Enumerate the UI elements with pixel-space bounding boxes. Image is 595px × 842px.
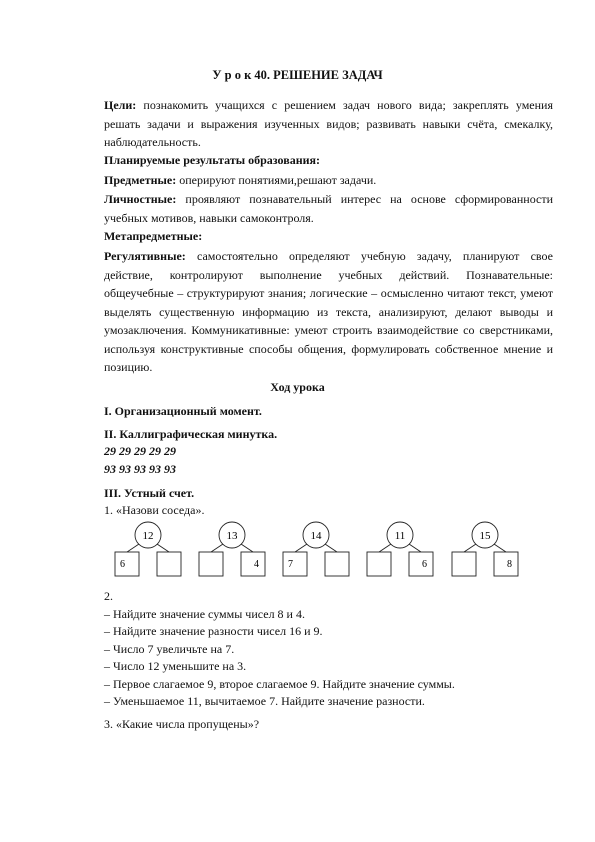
right-neighbor-box [157, 552, 181, 576]
connector-line [211, 544, 223, 552]
connector-line [157, 544, 169, 552]
right-neighbor-value: 8 [507, 559, 512, 570]
connector-line [494, 544, 506, 552]
left-neighbor-box [115, 552, 139, 576]
connector-line [464, 544, 476, 552]
left-neighbor-box [452, 552, 476, 576]
regulatory-paragraph [104, 247, 553, 377]
calligraphy-row-1: 29 29 29 29 29 [104, 444, 176, 458]
left-neighbor-box [199, 552, 223, 576]
task-1-title: 1. «Назови соседа». [104, 503, 205, 517]
goals-paragraph [104, 96, 553, 152]
calligraphy-row-2: 93 93 93 93 93 [104, 462, 176, 476]
task-2-item: – Число 12 уменьшите на 3. [104, 659, 247, 673]
circle-number: 15 [479, 530, 491, 542]
task-2-item: – Найдите значение разности чисел 16 и 9. [104, 624, 323, 638]
right-neighbor-box [494, 552, 518, 576]
right-neighbor-value: 6 [422, 559, 427, 570]
lesson-title: У р о к 40. РЕШЕНИЕ ЗАДАЧ [212, 68, 383, 82]
section-oral-count: III. Устный счет. [104, 486, 195, 500]
metasubject-heading: Метапредметные: [104, 229, 203, 243]
connector-line [379, 544, 391, 552]
connector-line [325, 544, 337, 552]
section-organizational: I. Организационный момент. [104, 404, 262, 418]
connector-line [409, 544, 421, 552]
left-neighbor-box [367, 552, 391, 576]
task-2-item: – Число 7 увеличьте на 7. [104, 642, 235, 656]
task-2-item: – Уменьшаемое 11, вычитаемое 7. Найдите значение разности. [104, 694, 425, 708]
right-neighbor-value: 4 [254, 559, 259, 570]
subject-text: оперируют понятиями,решают задачи. [176, 173, 377, 187]
task-2-number: 2. [104, 589, 113, 603]
planned-results-heading: Планируемые результаты образования: [104, 153, 321, 167]
regulatory-text: самостоятельно определяют учебную задачу, планируют свое действие, контролируют выполнение учебных действий. Познавательные: общеучебные – структурируют знания; логические – осмысленно читают текст, умеют выделять существенную информацию из текста, анализируют, делают выводы и умозаключения. Коммуникативные: умеют строить взаимодействие со сверстниками, используя конструктивные способы общения, формулировать собственное мнение и позицию. [104, 249, 553, 374]
left-neighbor-box [283, 552, 307, 576]
personal-label: Личностные: [104, 192, 177, 206]
neighbors-diagram [0, 515, 595, 585]
goals-text: познакомить учащихся с решением задач нового вида; закреплять умения решать задачи и выражения изученных видов; развивать навыки счёта, смекалку, наблюдательность. [104, 98, 553, 149]
regulatory-label: Регулятивные: [104, 249, 186, 263]
personal-text: проявляют познавательный интерес на основе сформированности учебных мотивов, навыки самоконтроля. [104, 192, 553, 225]
right-neighbor-box [241, 552, 265, 576]
task-2-item: – Первое слагаемое 9, второе слагаемое 9. Найдите значение суммы. [104, 677, 455, 691]
circle-number: 11 [394, 530, 406, 542]
subject-paragraph [104, 171, 553, 190]
subject-label: Предметные: [104, 173, 177, 187]
section-calligraphy: II. Каллиграфическая минутка. [104, 427, 278, 441]
goals-label: Цели: [104, 98, 137, 112]
left-neighbor-value: 6 [120, 559, 125, 570]
connector-line [241, 544, 253, 552]
circle-number: 14 [310, 530, 322, 542]
task-2-item: – Найдите значение суммы чисел 8 и 4. [104, 607, 305, 621]
personal-paragraph [104, 190, 553, 227]
connector-line [295, 544, 307, 552]
circle-number: 13 [226, 530, 238, 542]
task-3-title: 3. «Какие числа пропущены»? [104, 717, 260, 731]
circle-number: 12 [142, 530, 154, 542]
left-neighbor-value: 7 [288, 559, 293, 570]
lesson-course-heading: Ход урока [270, 380, 325, 394]
connector-line [127, 544, 139, 552]
right-neighbor-box [325, 552, 349, 576]
right-neighbor-box [409, 552, 433, 576]
